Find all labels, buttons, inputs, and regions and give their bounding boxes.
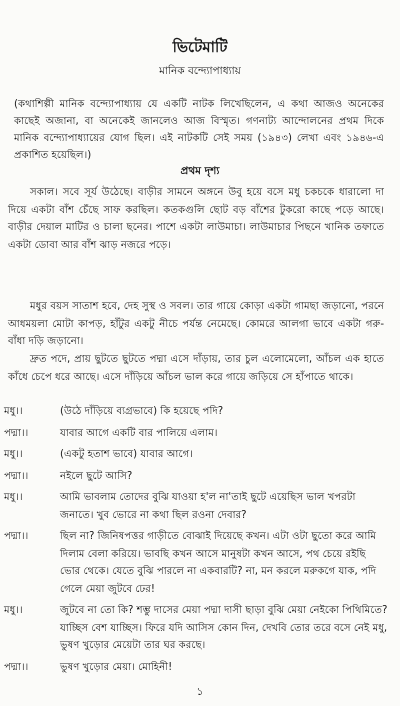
dialogue-line: [4, 468, 388, 486]
dialogue-text: নইলে ছুটে আসি?: [60, 470, 133, 482]
dialogue-line: [4, 602, 388, 655]
dialogue-line: [4, 528, 388, 598]
dialogue-text: জুটবে না তো কি? শম্ভু দাসের মেয়া পদ্মা দাসী ছাড়া বুঝি মেয়া নেইকো পিথিমিতে? যাচ্ছিস বেশ যাচ্ছিস। ফিরে যদি আসিস কোন দিন, দেখবি তোর তরে বসে নেই মধু, ভুষণ খুড়োর মেয়েটা তার ঘর করছে।: [60, 605, 388, 651]
dialogue-line: [4, 489, 388, 524]
dialogue-line: [4, 659, 388, 677]
dialogue-text: (উঠে দাঁড়িয়ে ব্যগ্রভাবে) কি হয়েছে পদি?: [60, 406, 224, 417]
speaker-label: পদ্মা।।: [4, 661, 29, 673]
stage-direction-paragraph: মধুর বয়স সাতাশ হবে, দেহ সুস্থ ও সবল। তার গায়ে কোড়া একটা গামছা জড়ানো, পরনে আধময়লা মোটা কাপড়, হাঁটুর একটু নীচে পর্যন্ত নেমেছে। কোমরে আলগা ভাবে একটা গরু-বাঁধা দড়ি জড়ানো।: [8, 301, 384, 347]
dialogue-text: আমি ভাবলাম তোদের বুঝি যাওয়া হ'ল না'তাই ছুটে এয়েছিস ভাল খপরটা জনাতে। খুব ভোরে না কথা ছিল রওনা দেবার?: [60, 492, 356, 521]
dialogue-line: [4, 446, 388, 464]
dialogue-text: যাবার আগে একটি বার পালিয়ে এলাম।: [60, 427, 218, 439]
dialogue-text: (একটু হতাশ ভাবে) যাবার আগে।: [60, 449, 193, 460]
speaker-label: মধু।।: [4, 406, 23, 417]
dialogue-text: ভুষণ খুড়োর মেয়া। মোহিনী!: [60, 661, 173, 673]
author-name: মানিক বন্দ্যোপাধ্যায়: [159, 65, 241, 77]
speaker-label: মধু।।: [4, 605, 23, 616]
intro-note: (কথাশিল্পী মানিক বন্দ্যোপাধ্যায় যে একটি নাটক লিখেছিলেন, এ কথা আজও অনেকের কাছেই অজানা, বা অনেকেই জানলেও আজ বিস্মৃত। গণনাট্য আন্দোলনের প্রথম দিকে মানিক বন্দ্যোপাধ্যায়ের যোগ ছিল। এই নাটকটি সেই সময় (১৯৪৩) লেখা এবং ১৯৪৬-এ প্রকাশিত হয়েছিল।): [14, 99, 384, 161]
play-title: ভিটেমাটি: [172, 38, 228, 56]
dialogue-text: ছিল না? জিনিষপত্তর গাড়ীতে বোঝাই দিয়েছে কখন। এটা ওটা ছুতো করে আমি দিলাম বেলা করিয়ে। ভাবছি কখন আসে মানুষটা কখন আসে, পথ চেয়ে রইছি ভোর থেকে। যেতে বুঝি পারলে না একবারটি? না, মন করলে মরুকগে যাক, পদি গেলে মেয়া জুটবে ঢের!: [60, 531, 377, 595]
dialogue-line: [4, 425, 388, 443]
stage-direction-paragraph: দ্রুত পদে, প্রায় ছুটতে ছুটতে পদ্মা এসে দাঁড়ায়, তার চুল এলোমেলো, আঁচল এক হাতে কাঁধে চেপে ধরে আছে। এসে দাঁড়িয়ে আঁচল ভাল করে গায়ে জড়িয়ে সে হাঁপাতে থাকে।: [8, 354, 384, 383]
speaker-label: মধু।।: [4, 492, 23, 503]
dialogue-list: [4, 403, 388, 680]
speaker-label: পদ্মা।।: [4, 531, 29, 542]
dialogue-line: [4, 403, 388, 421]
speaker-label: পদ্মা।।: [4, 427, 29, 439]
page-number: ১: [196, 685, 204, 698]
speaker-label: মধু।।: [4, 449, 23, 460]
stage-direction-paragraph: সকাল। সবে সূর্য উঠেছে। বাড়ীর সামনে অঙ্গনে উবু হয়ে বসে মধু চকচকে ধারালো দা দিয়ে একটা বাঁশ চেঁছে সাফ করছিল। কতকগুলি ছোট বড় বাঁশের টুকরো কাছে পড়ে আছে। বাড়ীর দেয়াল মাটির ও চালা ছনের। পাশে একটা লাউমাচা। লাউমাচার পিছনে খানিক তফাতে একটা ডোবা আর বাঁশ ঝাড় নজরে পড়ে।: [8, 187, 384, 251]
speaker-label: পদ্মা।।: [4, 470, 29, 482]
scene-heading: প্রথম দৃশ্য: [180, 165, 220, 177]
